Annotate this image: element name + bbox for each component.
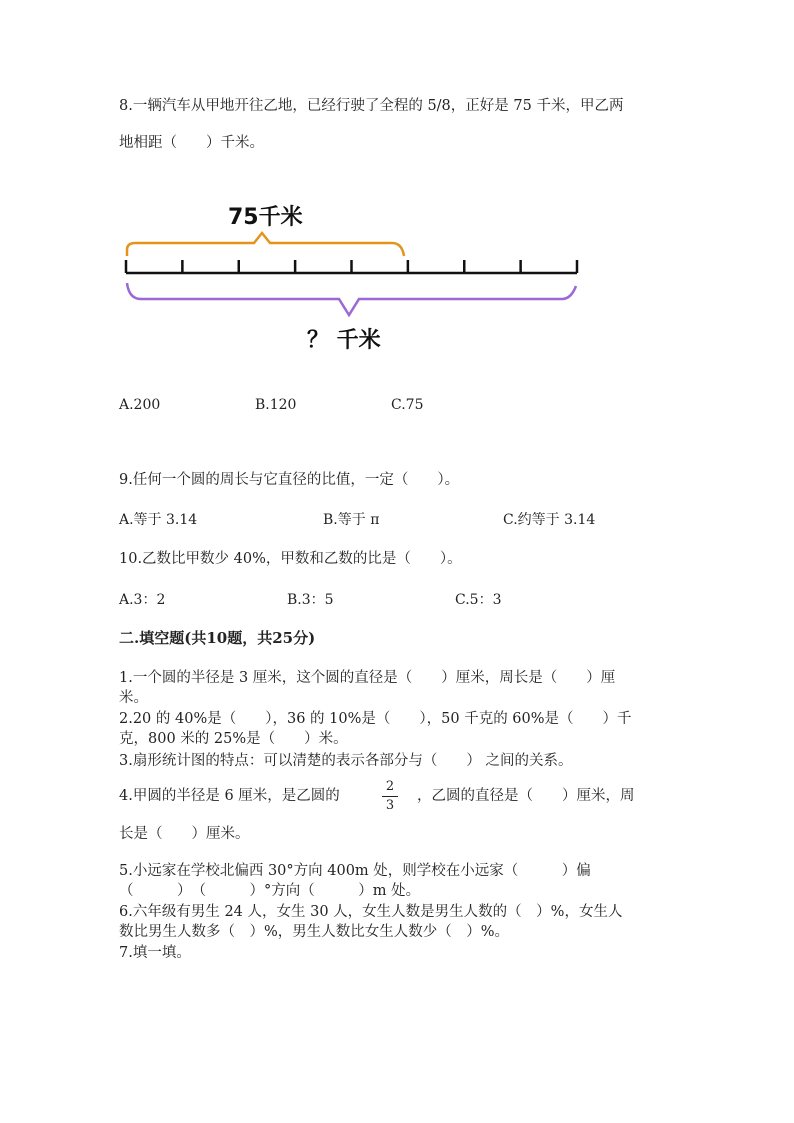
fill-3: 3.扇形统计图的特点：可以清楚的表示各部分与（ ） 之间的关系。	[119, 753, 573, 769]
fill-1-line1: 1.一个圆的半径是 3 厘米，这个圆的直径是（ ）厘米，周长是（ ）厘	[119, 670, 616, 686]
q10-option-b: B.3：5	[287, 592, 334, 608]
fill-6-line2: 数比男生人数多（ ）%，男生人数比女生人数少（ ）%。	[119, 924, 510, 940]
fill-4-line2: 长是（ ）厘米。	[119, 826, 250, 842]
q8-text-line1: 8.一辆汽车从甲地开往乙地，已经行驶了全程的 5/8，正好是 75 千米，甲乙两	[119, 98, 624, 114]
fill-6-line1: 6.六年级有男生 24 人，女生 30 人，女生人数是男生人数的（ ）%，女生人	[119, 904, 623, 920]
q8-option-c: C.75	[391, 397, 424, 413]
fill-7: 7.填一填。	[119, 945, 191, 961]
q8-option-b: B.120	[255, 397, 297, 413]
fill-4-line1-b: ，乙圆的直径是（ ）厘米，周	[417, 788, 635, 804]
fill-4-line1-a: 4.甲圆的半径是 6 厘米，是乙圆的	[119, 788, 340, 804]
q9-option-a: A.等于 3.14	[119, 512, 198, 528]
fraction-bar	[382, 796, 398, 797]
q10-text: 10.乙数比甲数少 40%，甲数和乙数的比是（ ）。	[119, 551, 462, 567]
q9-option-c: C.约等于 3.14	[503, 512, 596, 528]
q8-text-line2: 地相距（ ）千米。	[119, 135, 264, 151]
fraction-denominator: 3	[385, 798, 395, 813]
fill-2-line2: 克，800 米的 25%是（ ）米。	[119, 731, 348, 747]
section-title: 二.填空题(共10题，共25分)	[119, 629, 316, 647]
fraction-numerator: 2	[385, 779, 395, 794]
q9-option-b: B.等于 π	[323, 512, 380, 528]
bottom-brace	[127, 283, 576, 315]
fill-2-line1: 2.20 的 40%是（ ），36 的 10%是（ ），50 千克的 60%是（ ）千	[119, 711, 632, 727]
q10-option-a: A.3：2	[119, 592, 166, 608]
q10-option-c: C.5：3	[455, 592, 502, 608]
q9-text: 9.任何一个圆的周长与它直径的比值，一定（ ）。	[119, 472, 460, 488]
fill-5-line1: 5.小远家在学校北偏西 30°方向 400m 处，则学校在小远家（ ）偏	[119, 863, 591, 879]
diagram-top-label: 75千米	[228, 205, 303, 230]
diagram-bottom-label: ？ 千米	[307, 328, 381, 353]
top-brace	[127, 233, 404, 256]
fill-1-line2: 米。	[119, 690, 148, 706]
q8-option-a: A.200	[119, 397, 161, 413]
fraction-two-thirds	[382, 779, 398, 814]
fill-5-line2: （ ） （ ）°方向（ ）m 处。	[119, 883, 421, 899]
